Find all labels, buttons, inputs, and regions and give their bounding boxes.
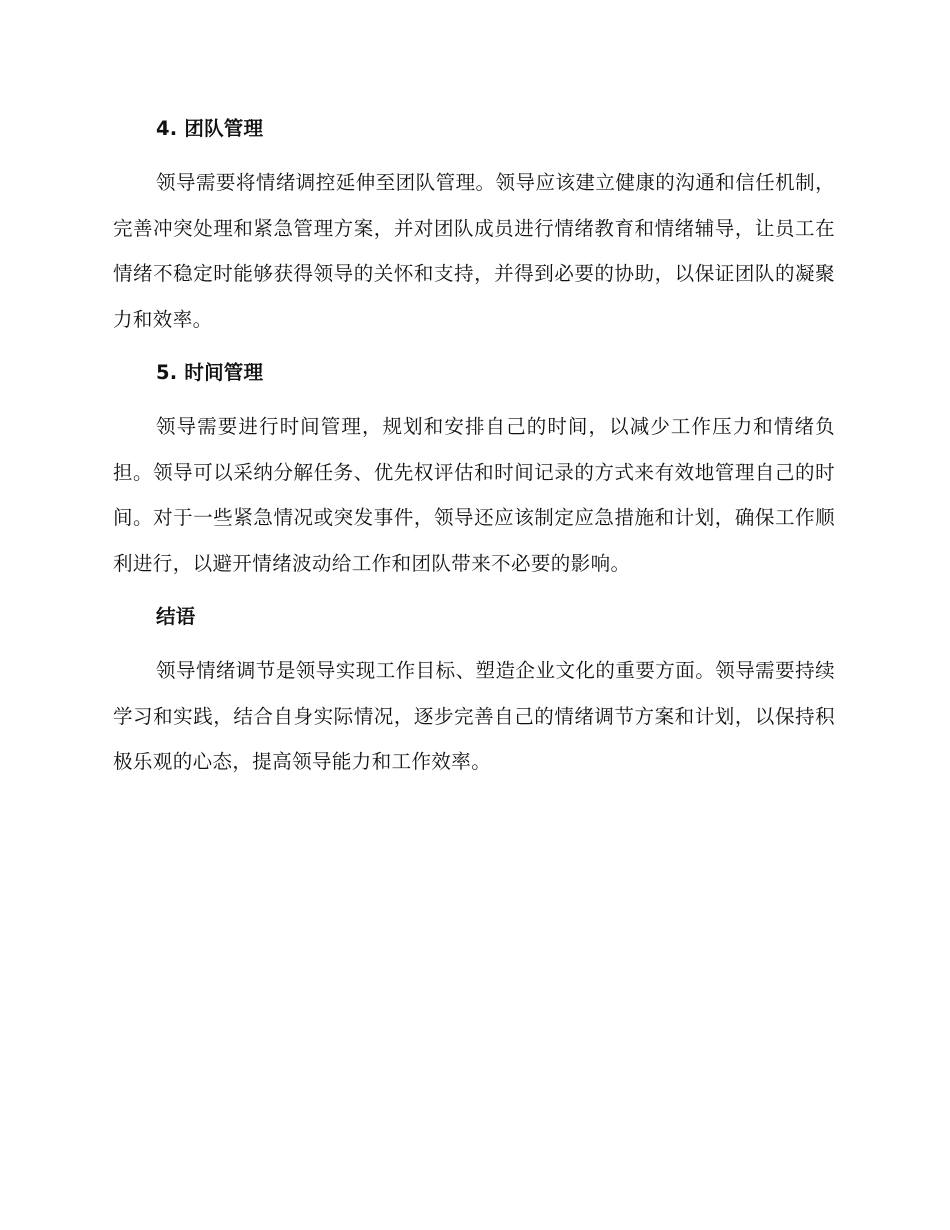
section-paragraph-conclusion: 领导情绪调节是领导实现工作目标、塑造企业文化的重要方面。领导需要持续学习和实践，结合自身实际情况，逐步完善自己的情绪调节方案和计划，以保持积极乐观的心态，提高领导能力和工作效率。 <box>113 659 835 773</box>
section-heading-time-management: 5. 时间管理 <box>156 361 264 384</box>
section-heading-team-management: 4. 团队管理 <box>156 117 264 140</box>
document-page <box>113 110 835 797</box>
section-paragraph-team-management: 领导需要将情绪调控延伸至团队管理。领导应该建立健康的沟通和信任机制，完善冲突处理和紧急管理方案，并对团队成员进行情绪教育和情绪辅导，让员工在情绪不稳定时能够获得领导的关怀和支持，并得到必要的协助，以保证团队的凝聚力和效率。 <box>113 171 835 331</box>
section-heading-conclusion: 结语 <box>156 605 196 628</box>
section-paragraph-time-management: 领导需要进行时间管理，规划和安排自己的时间，以减少工作压力和情绪负担。领导可以采纳分解任务、优先权评估和时间记录的方式来有效地管理自己的时间。对于一些紧急情况或突发事件，领导还应该制定应急措施和计划，确保工作顺利进行，以避开情绪波动给工作和团队带来不必要的影响。 <box>113 415 835 575</box>
